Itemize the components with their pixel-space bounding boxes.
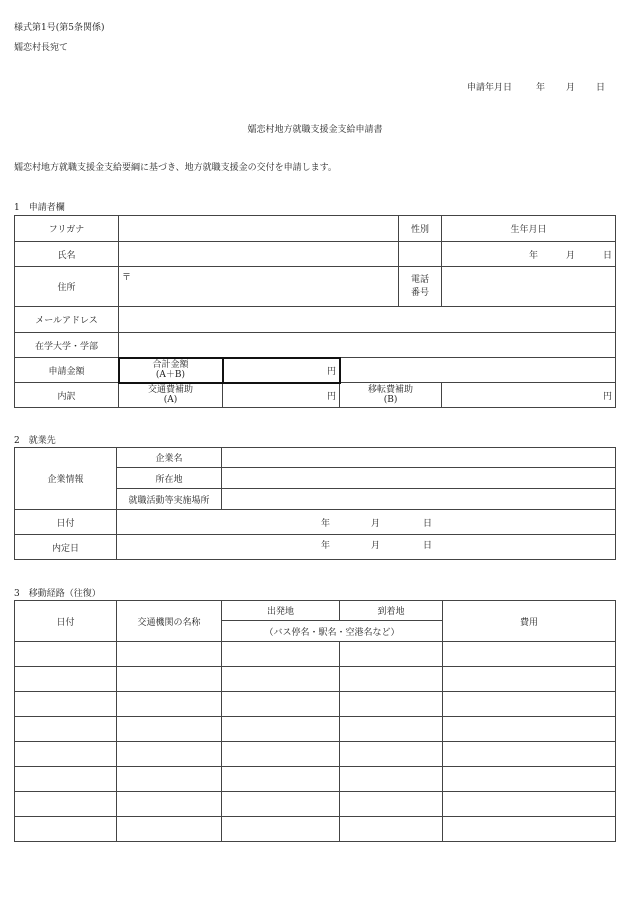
arrival-cell[interactable] — [340, 767, 443, 792]
email-field[interactable] — [119, 307, 616, 333]
birthdate-label: 生年月日 — [442, 216, 616, 242]
transport-name-cell[interactable] — [117, 667, 222, 692]
arrival-cell[interactable] — [340, 667, 443, 692]
arrival-header: 到着地 — [340, 601, 443, 621]
total-amount-field[interactable] — [223, 358, 340, 383]
departure-cell[interactable] — [222, 767, 340, 792]
transport-name-cell[interactable] — [117, 817, 222, 842]
departure-cell[interactable] — [222, 817, 340, 842]
address-field[interactable] — [119, 267, 399, 307]
place-note: （バス停名・駅名・空港名など） — [222, 621, 443, 642]
departure-cell[interactable] — [222, 717, 340, 742]
amount-label: 申請金額 — [15, 358, 119, 383]
company-info-label: 企業情報 — [15, 448, 117, 510]
arrival-cell[interactable] — [340, 742, 443, 767]
route-date-cell[interactable] — [15, 817, 117, 842]
departure-cell[interactable] — [222, 692, 340, 717]
date-year: 年 — [321, 519, 331, 529]
departure-cell[interactable] — [222, 642, 340, 667]
route-row — [15, 817, 616, 842]
section2-heading: 2 就業先 — [14, 436, 56, 446]
date-month: 月 — [371, 519, 381, 529]
offer-year: 年 — [321, 541, 331, 551]
university-field[interactable] — [119, 333, 616, 358]
company-name-label: 企業名 — [117, 448, 222, 468]
furigana-field[interactable] — [119, 216, 399, 242]
cost-cell[interactable] — [443, 642, 616, 667]
application-date-label: 申請年月日 — [467, 83, 513, 93]
offer-day: 日 — [423, 541, 433, 551]
location-field[interactable] — [222, 468, 616, 489]
route-table — [14, 600, 616, 842]
offer-date-label: 内定日 — [15, 535, 117, 560]
transport-name-cell[interactable] — [117, 717, 222, 742]
departure-header: 出発地 — [222, 601, 340, 621]
relocation-subsidy-field[interactable] — [442, 383, 616, 408]
date-month-label: 月 — [566, 83, 576, 93]
cost-cell[interactable] — [443, 717, 616, 742]
postal-mark: 〒 — [122, 273, 132, 283]
route-row — [15, 717, 616, 742]
birth-month-label: 月 — [565, 250, 575, 261]
transport-name-cell[interactable] — [117, 742, 222, 767]
cost-header: 費用 — [443, 601, 616, 642]
gender-label: 性別 — [399, 216, 442, 242]
yen-unit: 円 — [603, 391, 613, 402]
date-field[interactable] — [117, 510, 616, 535]
transport-name-cell[interactable] — [117, 792, 222, 817]
venue-field[interactable] — [222, 489, 616, 510]
offer-month: 月 — [371, 541, 381, 551]
breakdown-label: 内訳 — [15, 383, 119, 408]
phone-field[interactable] — [442, 267, 616, 307]
arrival-cell[interactable] — [340, 642, 443, 667]
furigana-label: フリガナ — [15, 216, 119, 242]
birthdate-field[interactable] — [442, 242, 616, 267]
transport-subsidy-label: 交通費補助 (A) — [119, 383, 223, 408]
addressee: 嬬恋村長宛て — [14, 43, 69, 53]
route-date-cell[interactable] — [15, 692, 117, 717]
name-field[interactable] — [119, 242, 399, 267]
cost-cell[interactable] — [443, 692, 616, 717]
departure-cell[interactable] — [222, 792, 340, 817]
address-label: 住所 — [15, 267, 119, 307]
arrival-cell[interactable] — [340, 817, 443, 842]
phone-label: 電話 番号 — [399, 267, 442, 307]
section1-heading: 1 申請者欄 — [14, 203, 65, 213]
cost-cell[interactable] — [443, 742, 616, 767]
intro-text: 嬬恋村地方就職支援金支給要綱に基づき、地方就職支援金の交付を申請します。 — [14, 163, 337, 173]
location-label: 所在地 — [117, 468, 222, 489]
route-row — [15, 642, 616, 667]
birth-year-label: 年 — [528, 250, 538, 261]
route-date-header: 日付 — [15, 601, 117, 642]
route-row — [15, 692, 616, 717]
university-label: 在学大学・学部 — [15, 333, 119, 358]
transport-subsidy-field[interactable] — [223, 383, 340, 408]
route-row — [15, 767, 616, 792]
transport-name-cell[interactable] — [117, 692, 222, 717]
venue-label: 就職活動等実施場所 — [117, 489, 222, 510]
cost-cell[interactable] — [443, 792, 616, 817]
transport-name-cell[interactable] — [117, 642, 222, 667]
applicant-table — [14, 215, 616, 408]
route-date-cell[interactable] — [15, 742, 117, 767]
company-name-field[interactable] — [222, 448, 616, 468]
cost-cell[interactable] — [443, 817, 616, 842]
document-title: 嬬恋村地方就職支援金支給申請書 — [247, 125, 383, 135]
employer-table — [14, 447, 616, 560]
route-row — [15, 742, 616, 767]
transport-name-header: 交通機関の名称 — [117, 601, 222, 642]
route-date-cell[interactable] — [15, 642, 117, 667]
form-number: 様式第1号(第5条関係) — [14, 23, 105, 33]
transport-name-cell[interactable] — [117, 767, 222, 792]
relocation-subsidy-label: 移転費補助 (B) — [340, 383, 442, 408]
route-date-cell[interactable] — [15, 792, 117, 817]
yen-unit: 円 — [326, 391, 336, 402]
amount-blank — [340, 358, 616, 383]
name-label: 氏名 — [15, 242, 119, 267]
date-label: 日付 — [15, 510, 117, 535]
route-date-cell[interactable] — [15, 667, 117, 692]
date-day: 日 — [423, 519, 433, 529]
route-date-cell[interactable] — [15, 717, 117, 742]
date-day-label: 日 — [596, 83, 606, 93]
total-amount-label: 合計金額 (A＋B) — [119, 358, 223, 383]
birth-day-label: 日 — [603, 250, 613, 261]
cost-cell[interactable] — [443, 767, 616, 792]
email-label: メールアドレス — [15, 307, 119, 333]
yen-unit: 円 — [326, 366, 336, 377]
departure-cell[interactable] — [222, 667, 340, 692]
date-year-label: 年 — [536, 83, 546, 93]
cost-cell[interactable] — [443, 667, 616, 692]
route-row — [15, 667, 616, 692]
arrival-cell[interactable] — [340, 792, 443, 817]
route-row — [15, 792, 616, 817]
section3-heading: 3 移動経路（往復） — [14, 589, 101, 599]
arrival-cell[interactable] — [340, 717, 443, 742]
route-date-cell[interactable] — [15, 767, 117, 792]
offer-date-field[interactable] — [117, 535, 616, 560]
arrival-cell[interactable] — [340, 692, 443, 717]
departure-cell[interactable] — [222, 742, 340, 767]
gender-field[interactable] — [399, 242, 442, 267]
